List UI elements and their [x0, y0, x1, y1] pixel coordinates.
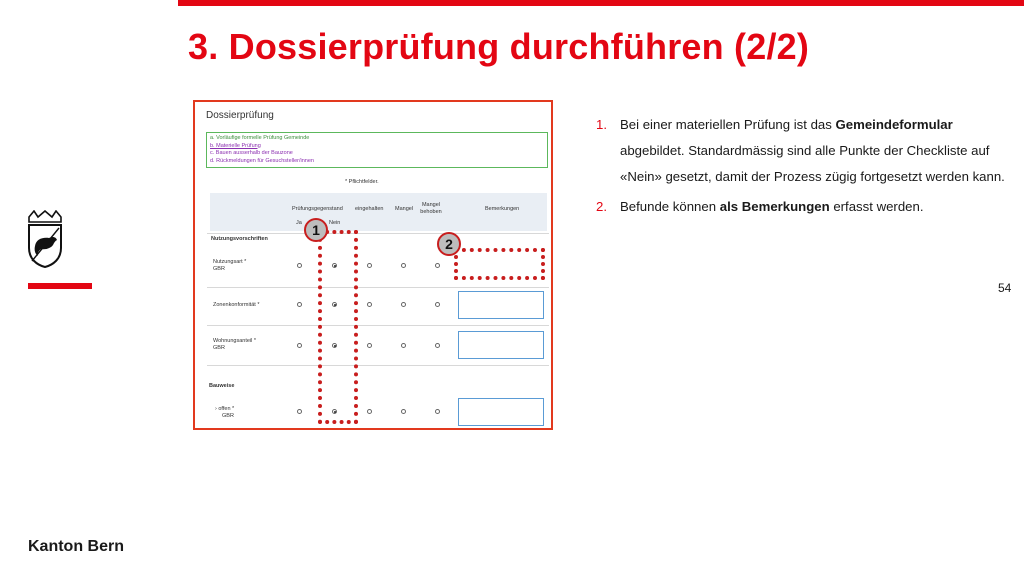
highlight-remarks-field [454, 248, 545, 280]
callout-badge-1: 1 [304, 218, 328, 242]
remarks-field[interactable] [458, 291, 544, 319]
col-fulfilled: eingehalten [355, 206, 384, 212]
step-list [206, 132, 548, 168]
row-divider [207, 325, 549, 326]
step-item[interactable]: c. Bauen ausserhalb der Bauzone [210, 150, 293, 156]
radio-mangel-behoben[interactable] [435, 409, 440, 414]
row-divider [207, 233, 549, 234]
radio-mangel-behoben[interactable] [435, 343, 440, 348]
row-divider [207, 287, 549, 288]
radio-ja[interactable] [297, 409, 302, 414]
radio-ja[interactable] [297, 343, 302, 348]
callout-badge-2: 2 [437, 232, 461, 256]
row-divider [207, 365, 549, 366]
remarks-field[interactable] [458, 398, 544, 426]
table-header [210, 193, 547, 231]
radio-mangel-behoben[interactable] [435, 263, 440, 268]
step-item[interactable]: a. Vorläufige formelle Prüfung Gemeinde [210, 135, 310, 141]
top-accent-bar [178, 0, 1024, 6]
col-subject: Prüfungsgegenstand [292, 206, 343, 212]
slide-title: 3. Dossierprüfung durchführen (2/2) [188, 26, 810, 67]
bern-bear-crest-icon [26, 210, 64, 268]
radio-mangel[interactable] [401, 343, 406, 348]
col-defect-fixed: Mangel behoben [420, 202, 442, 215]
remarks-field[interactable] [458, 331, 544, 359]
radio-ja[interactable] [297, 302, 302, 307]
instruction-item-1: 1. Bei einer materiellen Prüfung ist das Gemeindeformular abgebildet. Standardmässig sind alle Punkte der Checkliste auf «Nein» gesetzt, damit der Prozess zügig fortgesetzt werden kann. [596, 112, 1006, 190]
radio-mangel[interactable] [401, 263, 406, 268]
radio-mangel[interactable] [401, 409, 406, 414]
row-label: Wohnungsanteil * GBR [213, 338, 257, 351]
section-nutzungsvorschriften: Nutzungsvorschriften [211, 236, 268, 242]
instruction-number: 1. [596, 117, 607, 132]
col-yes: Ja [296, 220, 302, 226]
col-defect: Mangel [395, 206, 414, 212]
highlight-nein-column [318, 230, 358, 424]
step-item[interactable]: d. Rückmeldungen für Gesuchsteller/innen [210, 157, 314, 164]
instruction-number: 2. [596, 199, 607, 214]
col-remarks: Bemerkungen [485, 206, 520, 212]
section-bauweise: Bauweise [209, 383, 235, 389]
row-label: Nutzungsart * GBR [213, 259, 247, 272]
instruction-item-2: 2. Befunde können als Bemerkungen erfasst werden. [596, 194, 1006, 220]
col-no: Nein [329, 220, 341, 226]
required-note: * Pflichtfelder. [345, 179, 379, 185]
radio-eingehalten[interactable] [367, 263, 372, 268]
radio-mangel[interactable] [401, 302, 406, 307]
footer-label: Kanton Bern [28, 538, 124, 555]
left-accent-bar [28, 283, 92, 289]
radio-ja[interactable] [297, 263, 302, 268]
form-title: Dossierprüfung [206, 110, 274, 121]
chevron-right-icon: › [215, 406, 217, 412]
step-item-active[interactable]: b. Materielle Prüfung [210, 142, 261, 149]
radio-mangel-behoben[interactable] [435, 302, 440, 307]
row-label: › offen * GBR [215, 406, 235, 419]
page-number: 54 [998, 281, 1012, 295]
instruction-list [596, 112, 1006, 220]
radio-eingehalten[interactable] [367, 343, 372, 348]
radio-eingehalten[interactable] [367, 409, 372, 414]
row-label: Zonenkonformität * [213, 302, 260, 308]
radio-eingehalten[interactable] [367, 302, 372, 307]
